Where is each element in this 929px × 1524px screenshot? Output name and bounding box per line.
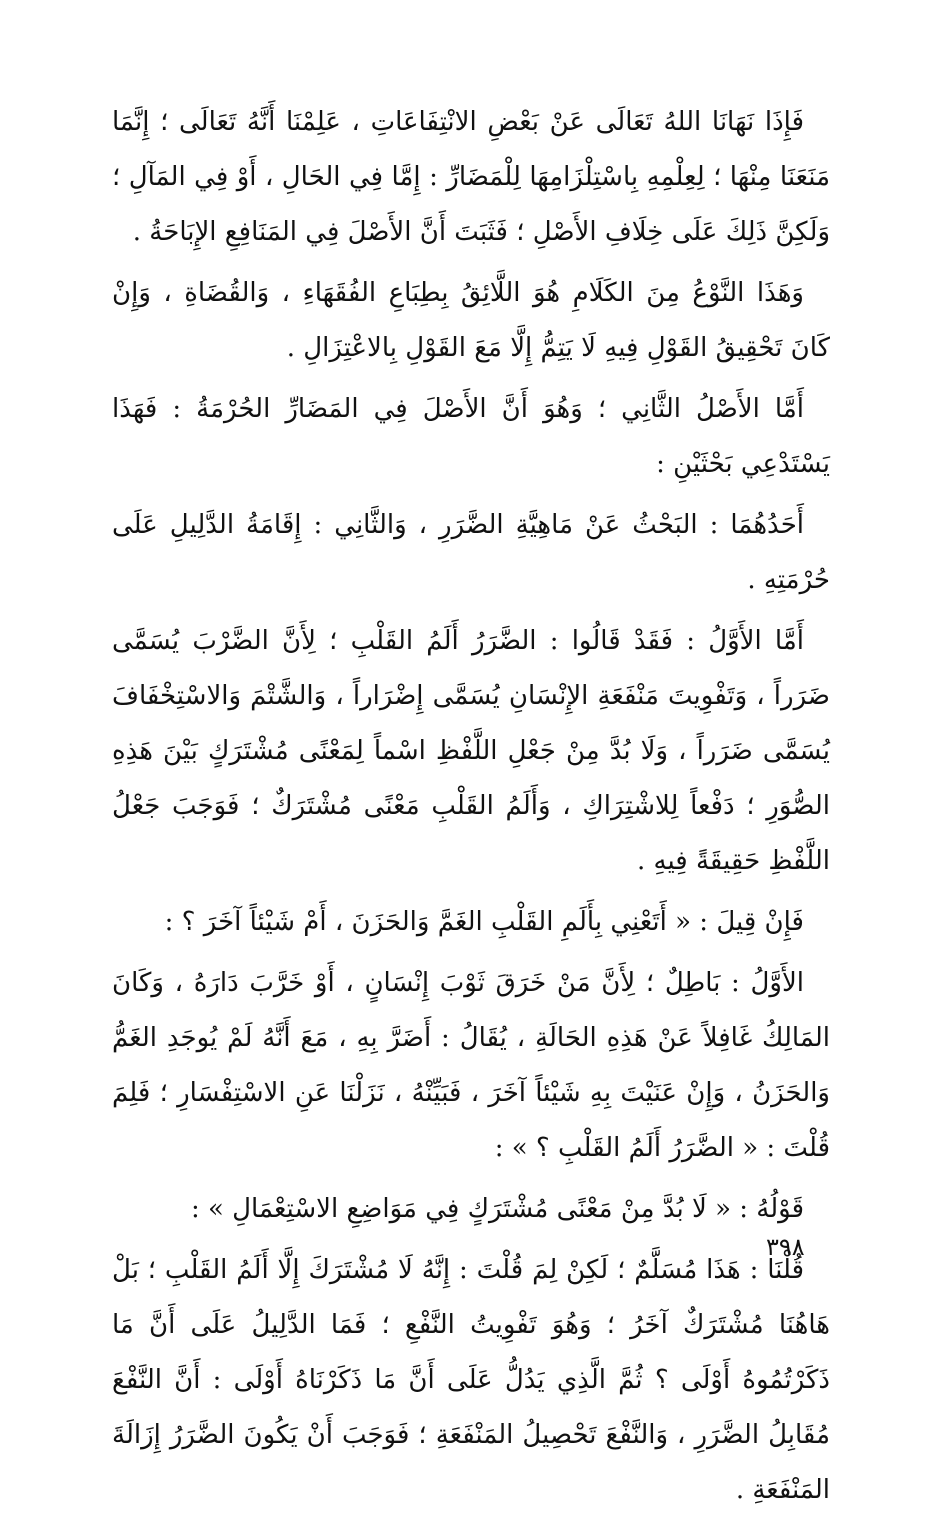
- paragraph: أَمَّا الأَصْلُ الثَّانِي ؛ وَهُوَ أَنَّ الأَصْلَ فِي المَضَارِّ الحُرْمَةُ : فَهَذَا يَسْتَدْعِي بَحْثَيْنِ :: [112, 394, 830, 479]
- page-number: ٣٩٨: [766, 1233, 805, 1261]
- paragraph: فَإِذَا نَهَانَا اللهُ تَعَالَى عَنْ بَعْضِ الانْتِفَاعَاتِ ، عَلِمْنَا أَنَّهُ تَعَالَى ؛ إِنَّمَا مَنَعَنَا مِنْهَا ؛ لِعِلْمِهِ بِاسْتِلْزَامِهَا لِلْمَضَارِّ : إِمَّا فِي الحَالِ ، أَوْ فِي المَآلِ ؛ وَلَكِنَّ ذَلِكَ عَلَى خِلَافِ الأَصْلِ ؛ فَثَبَتَ أَنَّ الأَصْلَ فِي المَنَافِعِ الإِبَاحَةُ .: [112, 107, 830, 247]
- paragraph: الأَوَّلُ : بَاطِلٌ ؛ لِأَنَّ مَنْ خَرَقَ ثَوْبَ إِنْسَانٍ ، أَوْ خَرَّبَ دَارَهُ ، وَكَانَ المَالِكُ غَافِلاً عَنْ هَذِهِ الحَالَةِ ، يُقَالُ : أَضَرَّ بِهِ ، مَعَ أَنَّهُ لَمْ يُوجَدِ الغَمُّ وَالحَزَنُ ، وَإِنْ عَنَيْتَ بِهِ شَيْئاً آخَرَ ، فَبَيِّنْهُ ، نَزَلْنَا عَنِ الاسْتِفْسَارِ ؛ فَلِمَ قُلْتَ : « الضَّرَرُ أَلَمُ القَلْبِ ؟ » :: [112, 968, 830, 1163]
- paragraph: فَإِنْ قِيلَ : « أَتَعْنِي بِأَلَمِ القَلْبِ الغَمَّ وَالحَزَنَ ، أَمْ شَيْئاً آخَرَ ؟ :: [164, 907, 804, 937]
- paragraph: وَهَذَا النَّوْعُ مِنَ الكَلَامِ هُوَ اللَّائِقُ بِطِبَاعِ الفُقَهَاءِ ، وَالقُضَاةِ ، وَإِنْ كَانَ تَحْقِيقُ القَوْلِ فِيهِ لَا يَتِمُّ إِلَّا مَعَ القَوْلِ بِالاعْتِزَالِ .: [112, 278, 830, 363]
- paragraph: أَحَدُهُمَا : البَحْثُ عَنْ مَاهِيَّةِ الضَّرَرِ ، وَالثَّانِي : إِقَامَةُ الدَّلِيلِ عَلَى حُرْمَتِهِ .: [112, 510, 830, 595]
- paragraph: قُلْنَا : هَذَا مُسَلَّمٌ ؛ لَكِنْ لِمَ قُلْتَ : إِنَّهُ لَا مُشْتَرَكَ إِلَّا أَلَمُ القَلْبِ ؛ بَلْ هَاهُنَا مُشْتَرَكٌ آخَرُ ؛ وَهُوَ تَفْوِيتُ النَّفْعِ ؛ فَمَا الدَّلِيلُ عَلَى أَنَّ مَا ذَكَرْتُمُوهُ أَوْلَى ؟ ثُمَّ الَّذِي يَدُلُّ عَلَى أَنَّ مَا ذَكَرْنَاهُ أَوْلَى : أَنَّ النَّفْعَ مُقَابِلُ الضَّرَرِ ، وَالنَّفْعَ تَحْصِيلُ المَنْفَعَةِ ؛ فَوَجَبَ أَنْ يَكُونَ الضَّرَرُ إِزَالَةَ المَنْفَعَةِ .: [112, 1255, 830, 1505]
- paragraph: قَوْلُهُ : « لَا بُدَّ مِنْ مَعْنًى مُشْتَرَكٍ فِي مَوَاضِعِ الاسْتِعْمَالِ » :: [190, 1194, 804, 1224]
- paragraph: أَمَّا الأَوَّلُ : فَقَدْ قَالُوا : الضَّرَرُ أَلَمُ القَلْبِ ؛ لِأَنَّ الضَّرْبَ يُسَمَّى ضَرَراً ، وَتَفْوِيتَ مَنْفَعَةِ الإِنْسَانِ يُسَمَّى إِضْرَاراً ، وَالشَّتْمَ وَالاسْتِخْفَافَ يُسَمَّى ضَرَراً ، وَلَا بُدَّ مِنْ جَعْلِ اللَّفْظِ اسْماً لِمَعْنًى مُشْتَرَكٍ بَيْنَ هَذِهِ الصُّوَرِ ؛ دَفْعاً لِلاشْتِرَاكِ ، وَأَلَمُ القَلْبِ مَعْنًى مُشْتَرَكٌ ؛ فَوَجَبَ جَعْلُ اللَّفْظِ حَقِيقَةً فِيهِ .: [112, 626, 830, 876]
- book-page-body: [112, 95, 830, 1524]
